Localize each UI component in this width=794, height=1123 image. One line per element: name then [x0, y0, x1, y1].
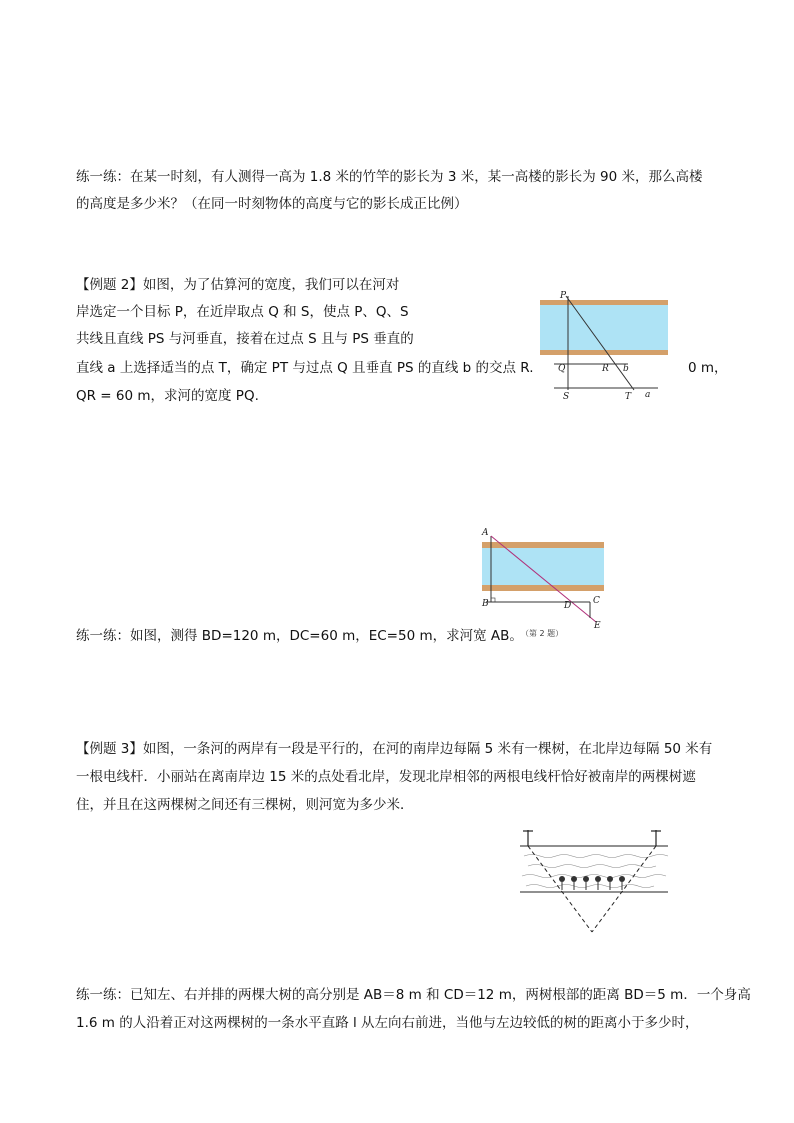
river: [540, 305, 668, 350]
example-3-line-2: 一根电线杆．小丽站在离南岸边 15 米的点处看北岸，发现北岸相邻的两根电线杆恰好被南岸的两棵树遮: [76, 769, 696, 785]
label-c: C: [593, 596, 600, 606]
example-3-line-1: 【例题 3】如图，一条河的两岸有一段是平行的，在河的南岸边每隔 5 米有一棵树，在北岸边每隔 50 米有: [76, 741, 713, 757]
example-2-line-2: 岸选定一个目标 P，在近岸取点 Q 和 S，使点 P、Q、S: [76, 304, 409, 320]
label-t: T: [625, 392, 632, 402]
label-b: B: [482, 599, 489, 609]
label-d: D: [564, 601, 572, 611]
label-b: b: [623, 364, 629, 374]
near-bank: [540, 350, 668, 355]
label-a: A: [482, 528, 489, 538]
practice-2-line-1: 练一练：如图，测得 BD=120 m，DC=60 m，EC=50 m，求河宽 AB。: [76, 628, 523, 644]
example-2-line-3: 共线且直线 PS 与河垂直，接着在过点 S 且与 PS 垂直的: [76, 331, 414, 347]
river: [482, 548, 604, 585]
example-2-line-5: QR = 60 m，求河的宽度 PQ.: [76, 388, 259, 404]
practice-1-line-2: 的高度是多少米？（在同一时刻物体的高度与它的影长成正比例）: [76, 196, 468, 212]
right-pole-icon: [651, 830, 661, 846]
sight-line-right: [592, 846, 656, 932]
sight-line-left: [528, 846, 592, 932]
right-angle-b: [491, 598, 495, 602]
figure-caption: （第 2 题）: [521, 629, 564, 638]
practice-1-line-1: 练一练：在某一时刻，有人测得一高为 1.8 米的竹竿的影长为 3 米，某一高楼的影长为 90 米，那么高楼: [76, 169, 703, 185]
far-bank: [482, 542, 604, 548]
left-pole-icon: [523, 830, 533, 846]
example-2-line-4: 直线 a 上选择适当的点 T，确定 PT 与过点 Q 且垂直 PS 的直线 b 的交点 R.: [76, 360, 534, 376]
example-3-line-3: 住，并且在这两棵树之间还有三棵树，则河宽为多少米．: [76, 797, 414, 813]
practice-3-line-2: 1.6 m 的人沿着正对这两棵树的一条水平直路 l 从左向右前进，当他与左边较低的树的距离小于多少时，: [76, 1015, 699, 1031]
label-p: P: [560, 291, 567, 301]
label-a: a: [645, 390, 651, 400]
label-q: Q: [558, 364, 566, 374]
example-2-line-4-tail: 0 m，: [688, 360, 728, 376]
example-2-figure: [536, 290, 686, 402]
tree-row-icon: [559, 876, 625, 890]
label-s: S: [563, 392, 570, 402]
example-2-line-1: 【例题 2】如图，为了估算河的宽度，我们可以在河对: [76, 277, 400, 293]
practice-3-line-1: 练一练：已知左、右并排的两棵大树的高分别是 AB＝8 m 和 CD＝12 m，两树根部的距离 BD＝5 m．一个身高: [76, 987, 751, 1003]
label-r: R: [602, 364, 609, 374]
example-3-figure: [514, 822, 674, 940]
near-bank: [482, 585, 604, 591]
label-e: E: [594, 621, 601, 631]
